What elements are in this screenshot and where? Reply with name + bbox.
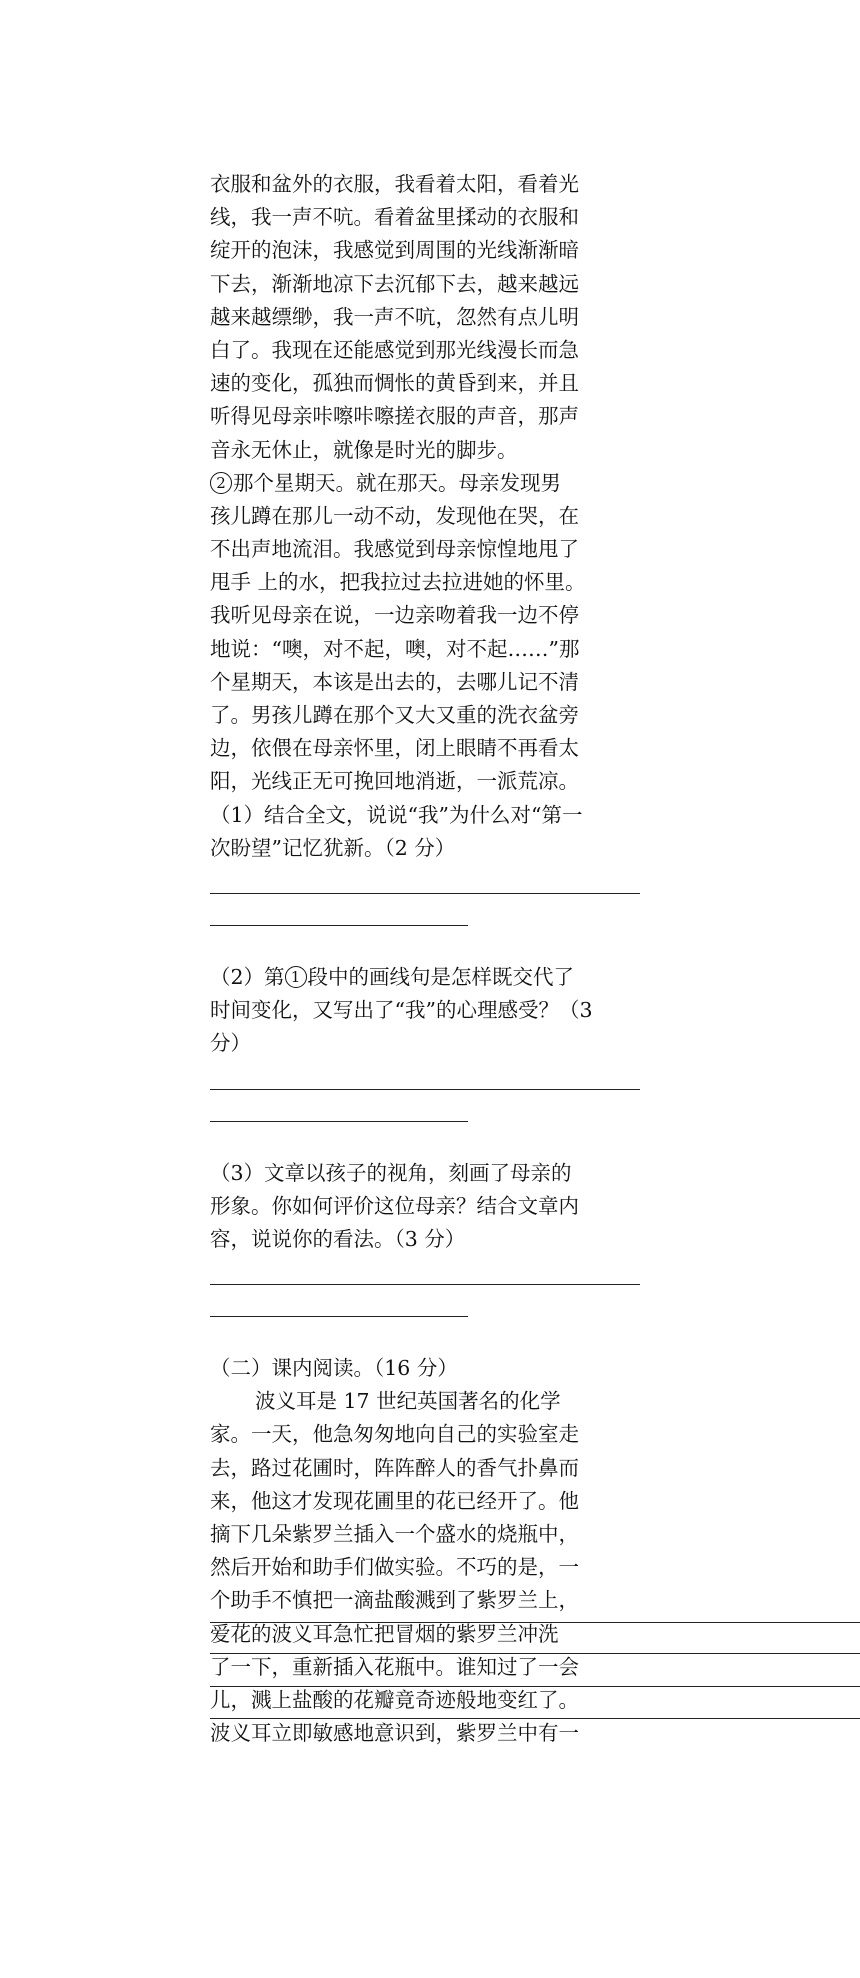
question-1 xyxy=(210,799,650,865)
question-text: 时间变化，又写出了“我”的心理感受？（3 xyxy=(210,998,593,1023)
answer-line xyxy=(210,1316,468,1317)
text-line: 线，我一声不吭。看着盆里揉动的衣服和 xyxy=(210,205,579,230)
passage-paragraph-2 xyxy=(210,467,650,799)
text-line: 波义耳立即敏感地意识到，紫罗兰中有一 xyxy=(210,1721,579,1746)
text-line: 地说：“噢，对不起，噢，对不起……”那 xyxy=(210,636,580,661)
underline-rule xyxy=(210,1653,860,1654)
text-line: 速的变化，孤独而惆怅的黄昏到来，并且 xyxy=(210,371,579,396)
question-text xyxy=(210,961,650,994)
text-line: 甩手 上的水，把我拉过去拉进她的怀里。 xyxy=(210,570,586,595)
paragraph-number-marker: 2 xyxy=(210,472,232,494)
underline-rule xyxy=(210,1622,860,1623)
text-line: 家。一天，他急匆匆地向自己的实验室走 xyxy=(210,1422,579,1447)
text-line: 音永无休止，就像是时光的脚步。 xyxy=(210,437,518,462)
underline-rule xyxy=(210,1718,860,1719)
question-text: 形象。你如何评价这位母亲？结合文章内 xyxy=(210,1193,579,1218)
text-line xyxy=(210,467,650,500)
passage-paragraph-1 xyxy=(210,168,650,467)
answer-line xyxy=(210,1284,640,1285)
text-line: 越来越缥缈，我一声不吭，忽然有点儿明 xyxy=(210,304,579,329)
text-line: 去，路过花圃时，阵阵醉人的香气扑鼻而 xyxy=(210,1455,579,1480)
section-heading: （二）课内阅读。（16 分） xyxy=(210,1356,458,1381)
question-text: （3）文章以孩子的视角，刻画了母亲的 xyxy=(210,1160,572,1185)
text-line: 摘下几朵紫罗兰插入一个盛水的烧瓶中， xyxy=(210,1522,579,1546)
paragraph-number-marker: 1 xyxy=(285,966,307,988)
question-text: 分） xyxy=(210,1031,251,1056)
answer-line xyxy=(210,893,640,894)
question-2 xyxy=(210,961,650,1061)
text-line: 个星期天，本该是出去的，去哪儿记不清 xyxy=(210,669,579,694)
text-line: 了。男孩儿蹲在那个又大又重的洗衣盆旁 xyxy=(210,703,579,727)
question-3 xyxy=(210,1157,650,1257)
text-line: 波义耳是 17 世纪英国著名的化学 xyxy=(255,1389,561,1414)
text-line: 爱花的波义耳急忙把冒烟的紫罗兰冲洗 xyxy=(210,1621,559,1646)
question-text: （1）结合全文，说说“我”为什么对“第一 xyxy=(210,802,583,827)
answer-area-1[interactable] xyxy=(210,865,650,945)
answer-area-3[interactable] xyxy=(210,1256,650,1336)
text-line: 下去，渐渐地凉下去沉郁下去，越来越远 xyxy=(210,271,579,296)
text-line: 个助手不慎把一滴盐酸溅到了紫罗兰上， xyxy=(210,1588,579,1613)
text-line: 然后开始和助手们做实验。不巧的是，一 xyxy=(210,1555,579,1580)
text-line: 边，依偎在母亲怀里，闭上眼睛不再看太 xyxy=(210,736,579,761)
text-line: 阳，光线正无可挽回地消逝，一派荒凉。 xyxy=(210,769,579,794)
text-line: 了一下，重新插入花瓶中。谁知过了一会 xyxy=(210,1654,579,1679)
question-text: 次盼望”记忆犹新。（2 分） xyxy=(210,835,456,860)
text-line: 听得见母亲咔嚓咔嚓搓衣服的声音，那声 xyxy=(210,404,579,429)
answer-line xyxy=(210,1089,640,1090)
answer-line xyxy=(210,1121,468,1122)
text-line: 不出声地流泪。我感觉到母亲惊惶地甩了 xyxy=(210,537,579,562)
text-line: 衣服和盆外的衣服，我看着太阳，看着光 xyxy=(210,172,579,196)
text-line: 儿，溅上盐酸的花瓣竟奇迹般地变红了。 xyxy=(210,1687,579,1712)
document-column xyxy=(210,168,650,1750)
answer-line xyxy=(210,925,468,926)
question-text: 容，说说你的看法。（3 分） xyxy=(210,1226,466,1251)
text-line: 我听见母亲在说，一边亲吻着我一边不停 xyxy=(210,603,579,628)
text-line: 绽开的泡沫，我感觉到周围的光线渐渐暗 xyxy=(210,238,579,263)
section-2 xyxy=(210,1352,650,1750)
text-segment: 那个星期天。就在那天。母亲发现男 xyxy=(233,470,561,495)
text-line: 孩儿蹲在那儿一动不动，发现他在哭，在 xyxy=(210,503,579,528)
text-line: 来，他这才发现花圃里的花已经开了。他 xyxy=(210,1488,579,1513)
answer-area-2[interactable] xyxy=(210,1061,650,1141)
text-line: 白了。我现在还能感觉到那光线漫长而急 xyxy=(210,337,579,362)
text-segment: （2）第 xyxy=(210,964,285,989)
underline-rule xyxy=(210,1686,860,1687)
text-segment: 段中的画线句是怎样既交代了 xyxy=(307,964,575,989)
